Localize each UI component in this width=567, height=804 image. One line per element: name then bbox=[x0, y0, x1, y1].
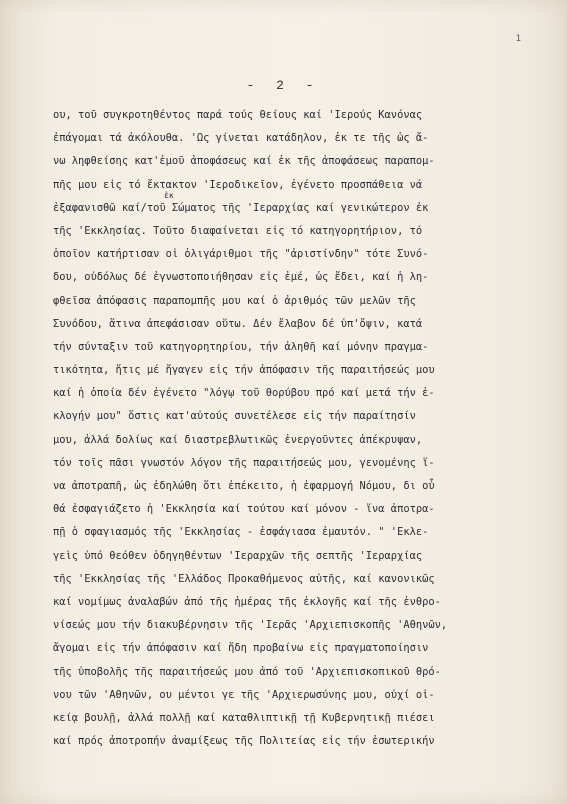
text-line: ἐπάγομαι τά ἀκόλουθα. 'Ως γίνεται κατάδηλον, ἐκ τε τῆς ὡς ἄ- bbox=[53, 132, 429, 145]
text-line: νου τῶν 'Αθηνῶν, ου μέντοι γε τῆς 'Αρχιερωσύνης μου, οὐχί οἰ- bbox=[53, 688, 435, 701]
text-line: Συνόδου, ἅτινα ἀπεφάσισαν οὕτω. Δέν ἔλαβον δέ ὑπ'ὄψιν, κατά bbox=[53, 317, 423, 330]
text-line: κλογήν μου" ὅστις κατ'αὐτούς συνετέλεσε εἰς τήν παραίτησίν bbox=[53, 410, 416, 423]
text-line: νω ληφθείσης κατ'ἐμοῦ ἀποφάσεως καί ἐκ τῆς ἀποφάσεως παραπομ- bbox=[53, 155, 435, 168]
interlinear-insertion: ἐκ bbox=[164, 191, 174, 200]
text-line: μου, ἀλλά δολίως καί διαστρεβλωτικῶς ἐνεργοῦντες ἀπέκρυψαν, bbox=[53, 433, 423, 446]
text-line: να ἀποτραπῆ, ὡς ἐδηλώθη ὅτι ἐπέκειτο, ἡ ἐφαρμογή Νόμου, δι οὗ bbox=[53, 480, 435, 492]
text-line: τῆς 'Εκκλησίας τῆς 'Ελλάδος Προκαθήμενος αὐτῆς, καί κανονικῶς bbox=[53, 572, 435, 585]
text-line: τόν τοῖς πᾶσι γνωστόν λόγον τῆς παραιτήσεώς μου, γενομένης ἵ- bbox=[53, 456, 435, 469]
corner-mark: 1 bbox=[515, 34, 521, 44]
text-line: καί πρός ἀποτροπήν ἀναμίξεως τῆς Πολιτείας εἰς τήν ἐσωτερικήν bbox=[53, 735, 435, 748]
text-line: τήν σύνταξιν τοῦ κατηγορητηρίου, τήν ἀληθῆ καί μόνην πραγμα- bbox=[53, 340, 429, 353]
text-line: ἐξαφανισθῶ καί/τοῦ Σώματος τῆς 'Ιεραρχίας καί γενικώτερον ἐκ bbox=[53, 201, 429, 214]
text-line: ὁποῖον κατήρτισαν οἱ ὀλιγάριθμοι τῆς "ἀριστίνδην" τότε Συνό- bbox=[53, 248, 429, 261]
text-line: τῆς ὑποβολῆς τῆς παραιτήσεώς μου ἀπό τοῦ 'Αρχιεπισκοπικοῦ θρό- bbox=[53, 665, 441, 678]
text-line: κείᾳ βουλῇ, ἀλλά πολλῇ καί καταθλιπτικῇ τῇ Κυβερνητικῇ πιέσει bbox=[53, 711, 435, 724]
text-line: ου, τοῦ συγκροτηθέντος παρά τούς θείους καί 'Ιερούς Κανόνας bbox=[53, 109, 423, 121]
text-line: πῇ ὁ σφαγιασμός τῆς 'Εκκλησίας - ἐσφάγιασα ἐμαυτόν. " 'Εκλε- bbox=[53, 526, 429, 539]
text-line: πῆς μου εἰς τό ἔκτακτον 'Ιεροδικεῖον, ἐγένετο προσπάθεια νά bbox=[53, 178, 423, 191]
text-line: ἄγομαι εἰς τήν ἀπόφασιν καί ἤδη προβαίνω εἰς πραγματοποίησιν bbox=[53, 642, 429, 655]
text-line: τικότητα, ἥτις μέ ἤγαγεν εἰς τήν ἀπόφασιν τῆς παραιτήσεώς μου bbox=[53, 364, 435, 377]
text-line: φθεῖσα ἀπόφασις παραπομπῆς μου καί ὁ ἀριθμός τῶν μελῶν τῆς bbox=[53, 294, 416, 307]
text-line: θά ἐσφαγιάζετο ἡ 'Εκκλησία καί τούτου καί μόνον - ἵνα ἀποτρα- bbox=[53, 503, 435, 516]
text-line: δου, οὐδόλως δέ ἐγνωστοποιήθησαν εἰς ἐμέ, ὡς ἔδει, καί ἡ λη- bbox=[53, 271, 429, 284]
text-line: καί ἡ ὁποία δέν ἐγένετο "λόγῳ τοῦ θορύβου πρό καί μετά τήν ἐ- bbox=[53, 387, 435, 400]
body-text bbox=[53, 104, 515, 753]
page-number: - 2 - bbox=[246, 78, 321, 93]
text-line: τῆς 'Εκκλησίας. Τοῦτο διαφαίνεται εἰς τό κατηγορητήριον, τό bbox=[53, 224, 423, 237]
text-line: νίσεώς μου τήν διακυβέρνησιν τῆς 'Ιερᾶς 'Αρχιεπισκοπῆς 'Αθηνῶν, bbox=[53, 619, 448, 632]
text-line: καί νομίμως ἀναλαβών ἀπό τῆς ἡμέρας τῆς ἐκλογῆς καί τῆς ἐνθρο- bbox=[53, 595, 441, 608]
text-line: γεὶς ὑπό θεόθεν ὁδηγηθέντων 'Ιεραρχῶν τῆς σεπτῆς 'Ιεραρχίας bbox=[53, 549, 423, 562]
